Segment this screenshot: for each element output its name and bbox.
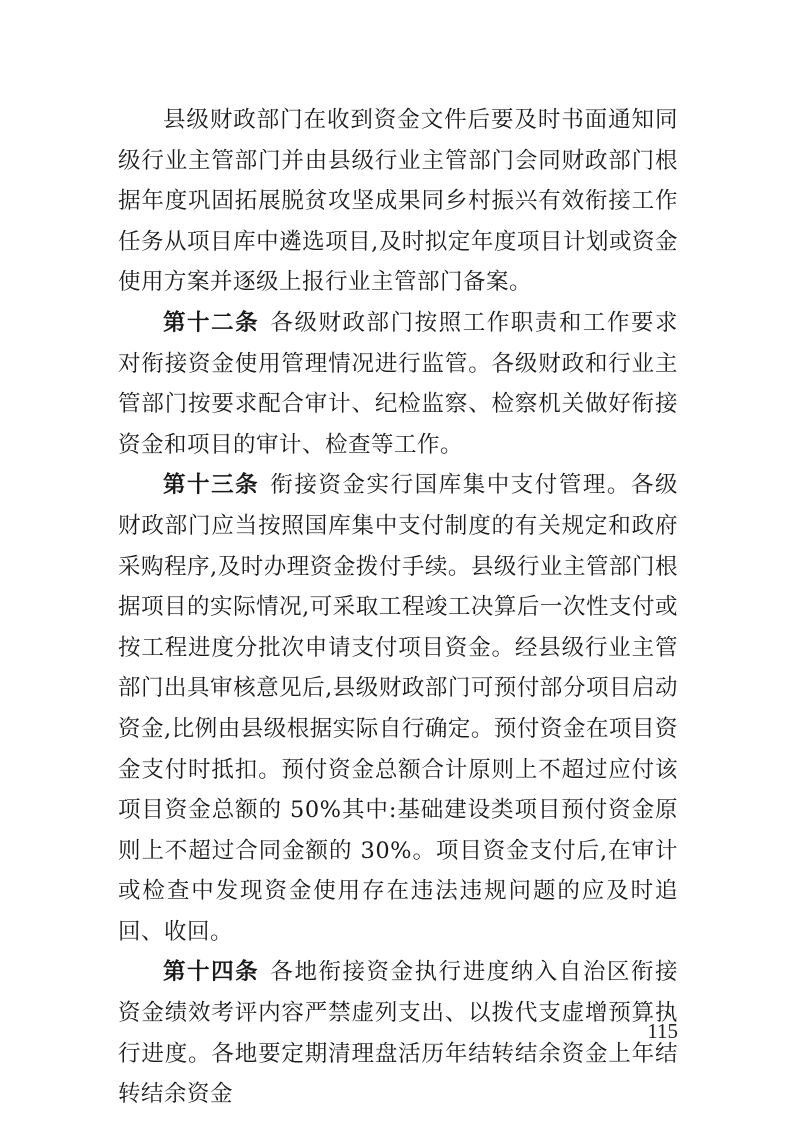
article-12 bbox=[118, 303, 678, 465]
article-13-number: 第十三条 bbox=[163, 472, 260, 499]
article-14-text: 各地衔接资金执行进度纳入自治区衔接资金绩效考评内容严禁虚列支出、以拨代支虚增预算执行进度。各地要定期清理盘活历年结转结余资金上年结转结余资金 bbox=[118, 959, 678, 1108]
document-body bbox=[118, 100, 678, 1115]
paragraph-text: 县级财政部门在收到资金文件后要及时书面通知同级行业主管部门并由县级行业主管部门会同财政部门根据年度巩固拓展脱贫攻坚成果同乡村振兴有效衔接工作任务从项目库中遴选项目,及时拟定年度项目计划或资金使用方案并逐级上报行业主管部门备案。 bbox=[118, 107, 678, 296]
article-14-number: 第十四条 bbox=[163, 959, 260, 986]
page-number: 115 bbox=[647, 1019, 678, 1043]
article-13-text: 衔接资金实行国库集中支付管理。各级财政部门应当按照国库集中支付制度的有关规定和政府采购程序,及时办理资金拨付手续。县级行业主管部门根据项目的实际情况,可采取工程竣工决算后一次性支付或按工程进度分批次申请支付项目资金。经县级行业主管部门出具审核意见后,县级财政部门可预付部分项目启动资金,比例由县级根据实际自行确定。预付资金在项目资金支付时抵扣。预付资金总额合计原则上不超过应付该项目资金总额的 50%其中:基础建设类项目预付资金原则上不超过合同金额的 30%。项目资金支付后,在审计或检查中发现资金使用存在违法违规问题的应及时追回、收回。 bbox=[118, 472, 678, 945]
article-14 bbox=[118, 952, 678, 1114]
paragraph-county-finance bbox=[118, 100, 678, 303]
article-12-text: 各级财政部门按照工作职责和工作要求对衔接资金使用管理情况进行监管。各级财政和行业主管部门按要求配合审计、纪检监察、检察机关做好衔接资金和项目的审计、检查等工作。 bbox=[118, 309, 678, 458]
article-13 bbox=[118, 465, 678, 952]
article-12-number: 第十二条 bbox=[163, 309, 260, 336]
